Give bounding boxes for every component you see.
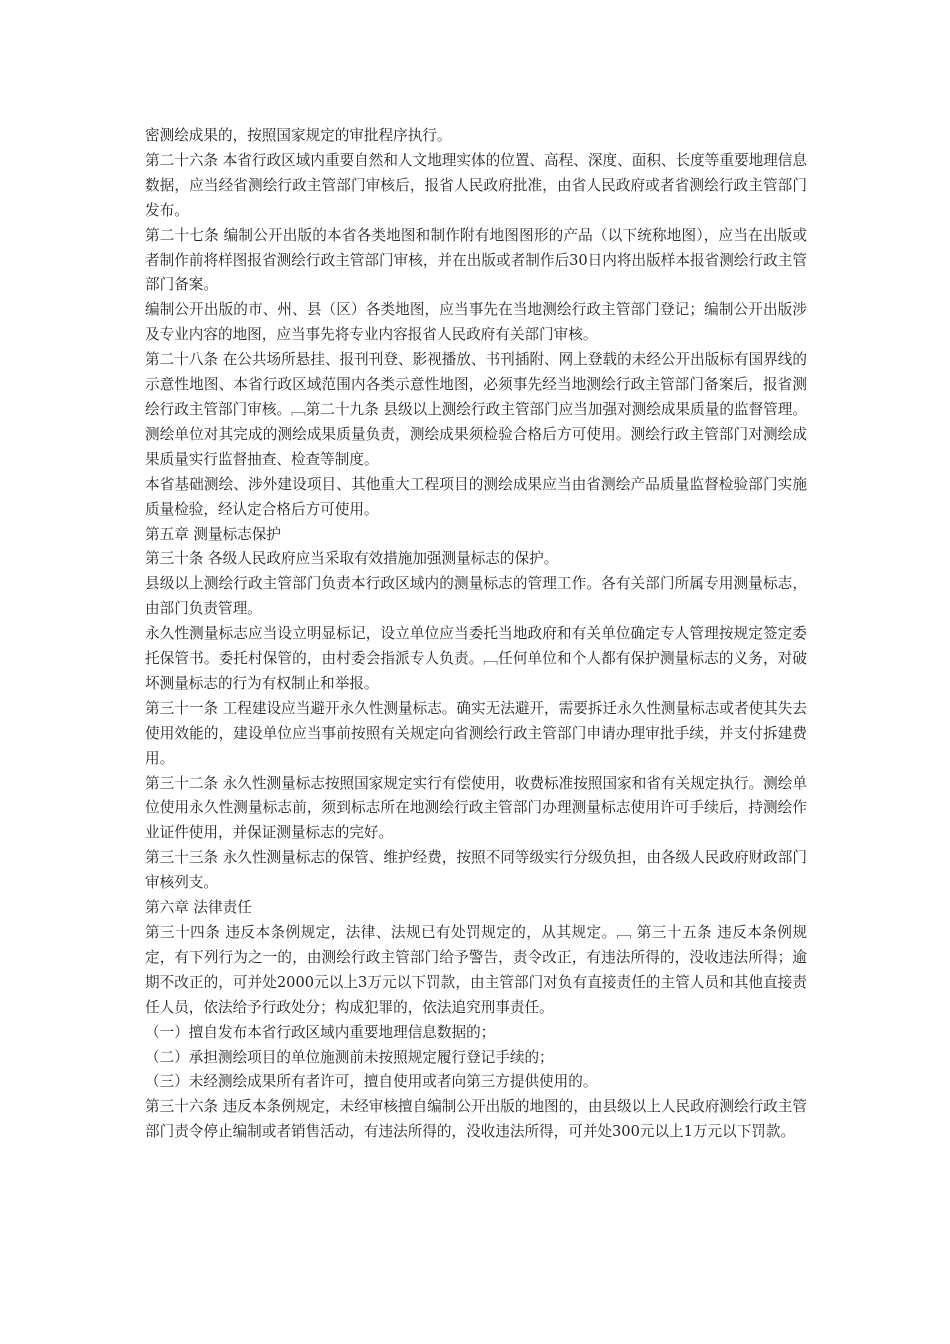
list-item: （二）承担测绘项目的单位施测前未按照规定履行登记手续的； [145, 1048, 554, 1066]
paragraph-continuation: 密测绘成果的，按照国家规定的审批程序执行。 [145, 127, 452, 144]
article-36: 第三十六条 违反本条例规定，未经审核擅自编制公开出版的地图的，由县级以上人民政府测绘行政主管部门责令停止编制或者销售活动，有违法所得的，没收违法所得，可并处300元以上1万元以下罚款。 [145, 1098, 807, 1141]
chapter-5-heading: 第五章 测量标志保护 [145, 525, 281, 543]
article-28-29: 第二十八条 在公共场所悬挂、报刊刊登、影视播放、书刊插附、网上登载的未经公开出版标有国界线的示意性地图、本省行政区域范围内各类示意性地图，必须事先经当地测绘行政主管部门备案后，报省测绘行政主管部门审核。﹇第二十九条 县级以上测绘行政主管部门应当加强对测绘成果质量的监督管理。 测绘单位对其完成的测绘成果质量负责，测绘成果须检验合格后方可使用。测绘行政主管部门对测绘成果质量实行监督抽查、检查等制度。 [145, 351, 807, 468]
article-34-35: 第三十四条 违反本条例规定，法律、法规已有处罚规定的，从其规定。﹇ 第三十五条 违反本条例规定，有下列行为之一的，由测绘行政主管部门给予警告，责令改正，有违法所得的，没收违法所得；逾期不改正的，可并处2000元以上3万元以下罚款，由主管部门对负有直接责任的主管人员和其他直接责任人员，依法给予行政处分；构成犯罪的，依法追究刑事责任。 [145, 924, 807, 1016]
list-item: （三）未经测绘成果所有者许可，擅自使用或者向第三方提供使用的。 [145, 1073, 598, 1091]
article-30: 第三十条 各级人民政府应当采取有效措施加强测量标志的保护。 [145, 550, 559, 568]
article-31: 第三十一条 工程建设应当避开永久性测量标志。确实无法避开，需要拆迁永久性测量标志或者使其失去使用效能的，建设单位应当事前按照有关规定向省测绘行政主管部门申请办理审批手续，并支付拆建费用。 [145, 699, 807, 767]
document-body [145, 124, 807, 1145]
article-26: 第二十六条 本省行政区域内重要自然和人文地理实体的位置、高程、深度、面积、长度等重要地理信息数据，应当经省测绘行政主管部门审核后，报省人民政府批准，由省人民政府或者省测绘行政主管部门发布。 [145, 151, 807, 219]
article-30-clause-2: 县级以上测绘行政主管部门负责本行政区域内的测量标志的管理工作。各有关部门所属专用测量标志，由部门负责管理。 [145, 575, 807, 618]
article-27-clause-2: 编制公开出版的市、州、县（区）各类地图，应当事先在当地测绘行政主管部门登记；编制公开出版涉及专业内容的地图，应当事先将专业内容报省人民政府有关部门审核。 [145, 301, 807, 344]
article-30-clause-3: 永久性测量标志应当设立明显标记，设立单位应当委托当地政府和有关单位确定专人管理按规定签定委托保管书。委托村保管的，由村委会指派专人负责。﹇任何单位和个人都有保护测量标志的义务，对破坏测量标志的行为有权制止和举报。 [145, 625, 807, 692]
article-32: 第三十二条 永久性测量标志按照国家规定实行有偿使用，收费标准按照国家和省有关规定执行。测绘单位使用永久性测量标志前，须到标志所在地测绘行政主管部门办理测量标志使用许可手续后，持测绘作业证件使用，并保证测量标志的完好。 [145, 774, 807, 842]
article-29-clause-2: 本省基础测绘、涉外建设项目、其他重大工程项目的测绘成果应当由省测绘产品质量监督检验部门实施质量检验，经认定合格后方可使用。 [145, 475, 807, 518]
chapter-6-heading: 第六章 法律责任 [145, 899, 252, 917]
list-item: （一）擅自发布本省行政区域内重要地理信息数据的； [145, 1023, 496, 1041]
article-33: 第三十三条 永久性测量标志的保管、维护经费，按照不同等级实行分级负担，由各级人民政府财政部门审核列支。 [145, 849, 807, 892]
article-27: 第二十七条 编制公开出版的本省各类地图和制作附有地图图形的产品（以下统称地图），应当在出版或者制作前将样图报省测绘行政主管部门审核，并在出版或者制作后30日内将出版样本报省测绘行政主管部门备案。 [145, 226, 807, 294]
